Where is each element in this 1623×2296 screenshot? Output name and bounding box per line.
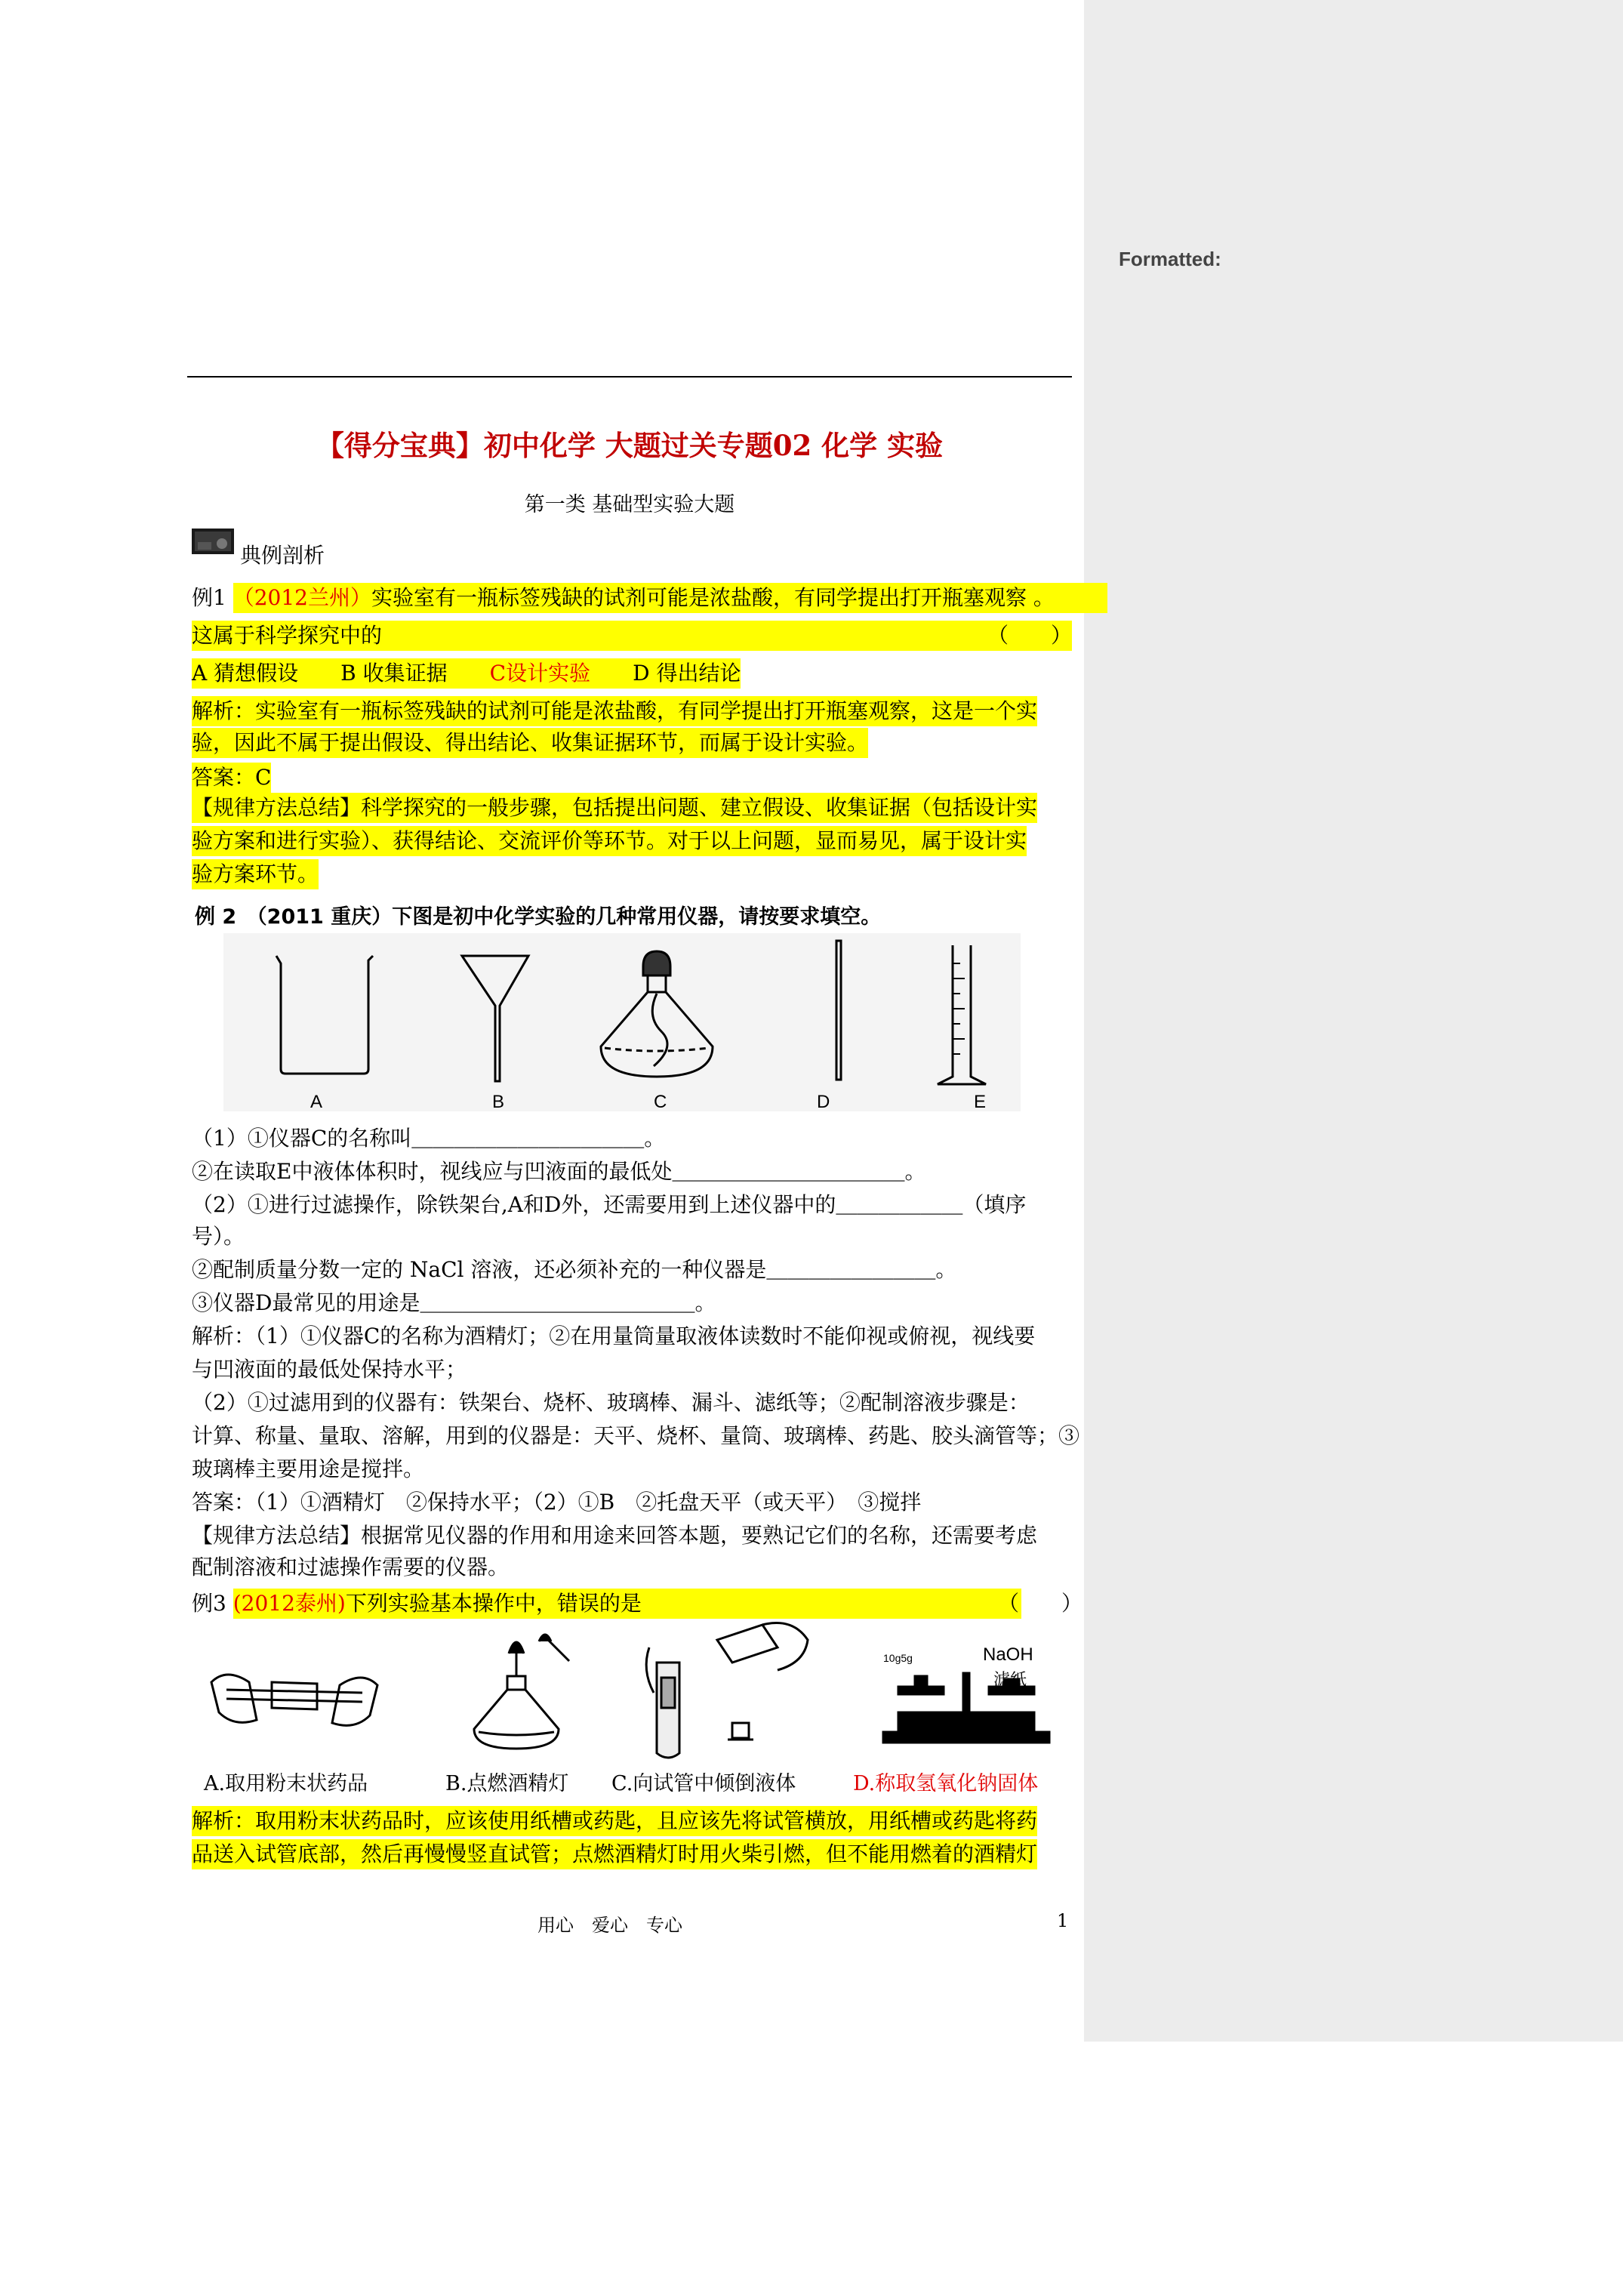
example2-q1: （1）①仪器C的名称叫＿＿＿＿＿＿＿＿＿＿＿。 bbox=[192, 1126, 666, 1151]
option-a: A 猜想假设 bbox=[192, 661, 299, 686]
caption-a: A.取用粉末状药品 bbox=[204, 1772, 368, 1795]
example1-stem: 实验室有一瓶标签残缺的试剂可能是浓盐酸，有同学提出打开瓶塞观察 。 bbox=[371, 585, 1055, 610]
example1-prefix: 例1 bbox=[192, 585, 233, 610]
example2-analysis-4: 计算、称量、量取、溶解，用到的仪器是：天平、烧杯、量筒、玻璃棒、药匙、胶头滴管等；③ bbox=[192, 1423, 1080, 1448]
example1-line2 bbox=[192, 621, 1072, 651]
example2-q5: ③仪器D最常见的用途是＿＿＿＿＿＿＿＿＿＿＿＿＿。 bbox=[192, 1290, 716, 1315]
lighting-lamp-figure bbox=[463, 1623, 577, 1756]
header-rule bbox=[187, 376, 1072, 378]
weight-label: 10g5g bbox=[883, 1652, 913, 1664]
instrument-label-b: B bbox=[492, 1092, 505, 1112]
pouring-liquid-figure bbox=[634, 1617, 815, 1761]
example1-line1 bbox=[192, 583, 1107, 613]
caption-b: B.点燃酒精灯 bbox=[445, 1772, 569, 1795]
caption-c: C.向试管中倾倒液体 bbox=[611, 1772, 796, 1795]
comment-label: Formatted: bbox=[1119, 248, 1221, 270]
example3-line bbox=[192, 1589, 1021, 1619]
page-number: 1 bbox=[1057, 1910, 1069, 1931]
example1-answer: 答案：C bbox=[192, 763, 271, 793]
example2-answer: 答案：（1）①酒精灯 ②保持水平；（2）①B ②托盘天平（或天平） ③搅拌 bbox=[192, 1490, 922, 1515]
example1-summary-1: 【规律方法总结】科学探究的一般步骤，包括提出问题、建立假设、收集证据（包括设计实 bbox=[192, 793, 1037, 823]
example2-heading: 例 2 （2011 重庆）下图是初中化学实验的几种常用仪器，请按要求填空。 bbox=[195, 905, 882, 929]
example2-summary-1: 【规律方法总结】根据常见仪器的作用和用途来回答本题，要熟记它们的名称，还需要考虑 bbox=[192, 1523, 1038, 1548]
example2-q3: （2）①进行过滤操作，除铁架台,A和D外，还需要用到上述仪器中的＿＿＿＿＿＿（填序 bbox=[192, 1192, 1027, 1217]
caption-d: D.称取氢氧化钠固体 bbox=[853, 1772, 1039, 1795]
option-b: B 收集证据 bbox=[340, 661, 448, 686]
example2-analysis-3: （2）①过滤用到的仪器有：铁架台、烧杯、玻璃棒、漏斗、滤纸等；②配制溶液步骤是： bbox=[192, 1390, 1030, 1415]
example1-analysis-1: 解析：实验室有一瓶标签残缺的试剂可能是浓盐酸，有同学提出打开瓶塞观察，这是一个实 bbox=[192, 696, 1037, 726]
example2-analysis-2: 与凹液面的最低处保持水平； bbox=[192, 1357, 467, 1382]
option-d: D 得出结论 bbox=[633, 661, 741, 686]
example2-q3b: 号）。 bbox=[192, 1224, 245, 1249]
instrument-label-d: D bbox=[817, 1092, 830, 1112]
example3-source: (2012泰州) bbox=[233, 1591, 346, 1616]
example2-q2: ②在读取E中液体体积时，视线应与凹液面的最低处＿＿＿＿＿＿＿＿＿＿＿。 bbox=[192, 1159, 926, 1184]
powder-operation-figure bbox=[204, 1637, 385, 1750]
example1-summary-2: 验方案和进行实验）、获得结论、交流评价等环节。对于以上问题，显而易见，属于设计实 bbox=[192, 826, 1027, 856]
instrument-label-a: A bbox=[310, 1092, 323, 1112]
instrument-label-e: E bbox=[974, 1092, 987, 1112]
example2-q4: ②配制质量分数一定的 NaCl 溶液，还必须补充的一种仪器是＿＿＿＿＿＿＿＿。 bbox=[192, 1257, 957, 1282]
example2-summary-2: 配制溶液和过滤操作需要的仪器。 bbox=[192, 1555, 510, 1579]
example3-prefix: 例3 bbox=[192, 1591, 233, 1616]
example3-bracket: （ ） bbox=[998, 1591, 1083, 1616]
example1-options bbox=[192, 658, 741, 689]
naoh-label: NaOH bbox=[983, 1644, 1033, 1665]
instrument-label-c: C bbox=[654, 1092, 667, 1112]
section-heading: 典例剖析 bbox=[240, 543, 325, 568]
example2-analysis-1: 解析：（1）①仪器C的名称为酒精灯；②在用量筒量取液体读数时不能仰视或俯视，视线要 bbox=[192, 1324, 1036, 1348]
example1-analysis-2: 验，因此不属于提出假设、得出结论、收集证据环节，而属于设计实验。 bbox=[192, 728, 868, 758]
example3-analysis-1: 解析：取用粉末状药品时，应该使用纸槽或药匙，且应该先将试管横放，用纸槽或药匙将药 bbox=[192, 1806, 1037, 1836]
example3-stem: 下列实验基本操作中，错误的是 bbox=[345, 1591, 642, 1616]
document-subtitle: 第一类 基础型实验大题 bbox=[524, 493, 735, 516]
example1-stem-2: 这属于科学探究中的 bbox=[192, 623, 383, 648]
example1-source: （2012兰州） bbox=[233, 585, 371, 610]
example3-analysis-2: 品送入试管底部，然后再慢慢竖直试管；点燃酒精灯时用火柴引燃，但不能用燃着的酒精灯 bbox=[192, 1839, 1037, 1869]
filter-paper-label: 滤纸 bbox=[993, 1671, 1027, 1690]
example2-analysis-5: 玻璃棒主要用途是搅拌。 bbox=[192, 1456, 425, 1481]
example1-bracket: （ ） bbox=[987, 623, 1072, 648]
section-picture-icon bbox=[192, 529, 234, 554]
footer-center: 用心 爱心 专心 bbox=[537, 1915, 682, 1936]
instruments-figure bbox=[223, 933, 1021, 1111]
document-title: 【得分宝典】初中化学 大题过关专题02 化学 实验 bbox=[316, 429, 944, 462]
option-c: C设计实验 bbox=[489, 661, 591, 686]
example1-summary-3: 验方案环节。 bbox=[192, 859, 319, 889]
comment-pane bbox=[1084, 0, 1623, 2042]
